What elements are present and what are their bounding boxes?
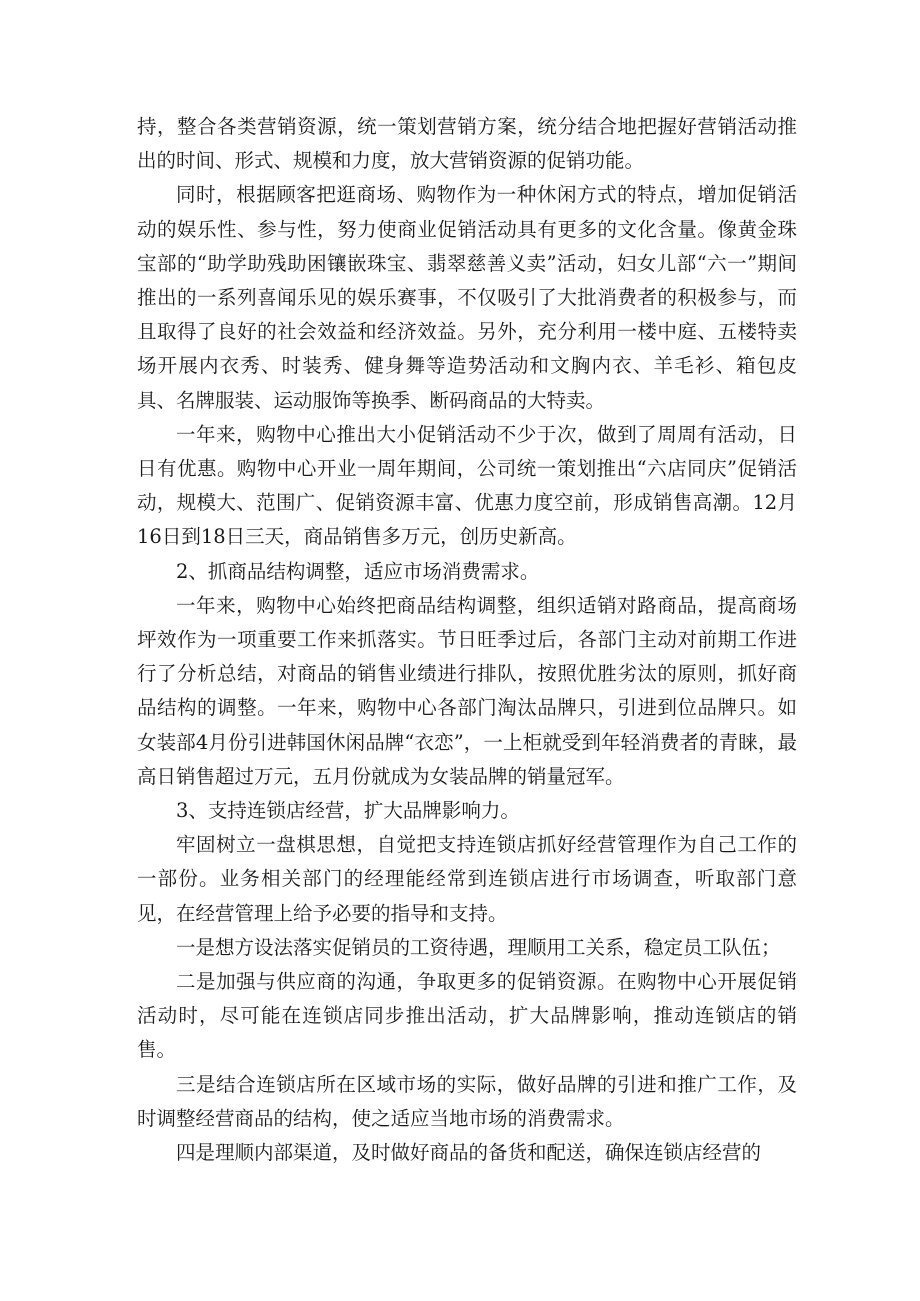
list-item-second: 二是加强与供应商的沟通，争取更多的促销资源。在购物中心开展促销活动时，尽可能在连锁店同步推出活动，扩大品牌影响，推动连锁店的销售。 — [137, 970, 797, 1062]
list-item-first: 一是想方设法落实促销员的工资待遇，理顺用工关系，稳定员工队伍； — [176, 935, 781, 959]
paragraph-product-structure: 一年来，购物中心始终把商品结构调整，组织适销对路商品，提高商场坪效作为一项重要工作来抓落实。节日旺季过后，各部门主动对前期工作进行了分析总结，对商品的销售业绩进行排队，按照优胜劣汰的原则，抓好商品结构的调整。一年来，购物中心各部门淘汰品牌只，引进到位品牌只。如女装部4月份引进韩国休闲品牌“衣恋”，一上柜就受到年轻消费者的青睐，最高日销售超过万元，五月份就成为女装品牌的销量冠军。 — [137, 593, 797, 788]
paragraph-continuation: 持，整合各类营销资源，统一策划营销方案，统分结合地把握好营销活动推出的时间、形式、规模和力度，放大营销资源的促销功能。 — [137, 115, 797, 173]
paragraph-promotion-results: 一年来，购物中心推出大小促销活动不少于次，做到了周周有活动，日日有优惠。购物中心开业一周年期间，公司统一策划推出“六店同庆”促销活动，规模大、范围广、促销资源丰富、优惠力度空前，形成销售高潮。12月16日到18日三天，商品销售多万元，创历史新高。 — [137, 422, 797, 549]
document-body — [137, 110, 797, 1170]
list-item-fourth: 四是理顺内部渠道，及时做好商品的备货和配送，确保连锁店经营的 — [176, 1141, 762, 1165]
paragraph-promotion-entertainment: 同时，根据顾客把逛商场、购物作为一种休闲方式的特点，增加促销活动的娱乐性、参与性，努力使商业促销活动具有更多的文化含量。像黄金珠宝部的“助学助残助困镶嵌珠宝、翡翠慈善义卖”活动，妇女儿部“六一”期间推出的一系列喜闻乐见的娱乐赛事，不仅吸引了大批消费者的积极参与，而且取得了良好的社会效益和经济效益。另外，充分利用一楼中庭、五楼特卖场开展内衣秀、时装秀、健身舞等造势活动和文胸内衣、羊毛衫、箱包皮具、名牌服装、运动服饰等换季、断码商品的大特卖。 — [137, 183, 797, 412]
list-item-third: 三是结合连锁店所在区域市场的实际，做好品牌的引进和推广工作，及时调整经营商品的结构，使之适应当地市场的消费需求。 — [137, 1072, 797, 1130]
section-heading-chain-stores: 3、支持连锁店经营，扩大品牌影响力。 — [176, 799, 520, 823]
paragraph-chain-support: 牢固树立一盘棋思想，自觉把支持连锁店抓好经营管理作为自己工作的一部份。业务相关部门的经理能经常到连锁店进行市场调查，听取部门意见，在经营管理上给予必要的指导和支持。 — [137, 833, 797, 925]
section-heading-product-structure: 2、抓商品结构调整，适应市场消费需求。 — [176, 559, 540, 583]
